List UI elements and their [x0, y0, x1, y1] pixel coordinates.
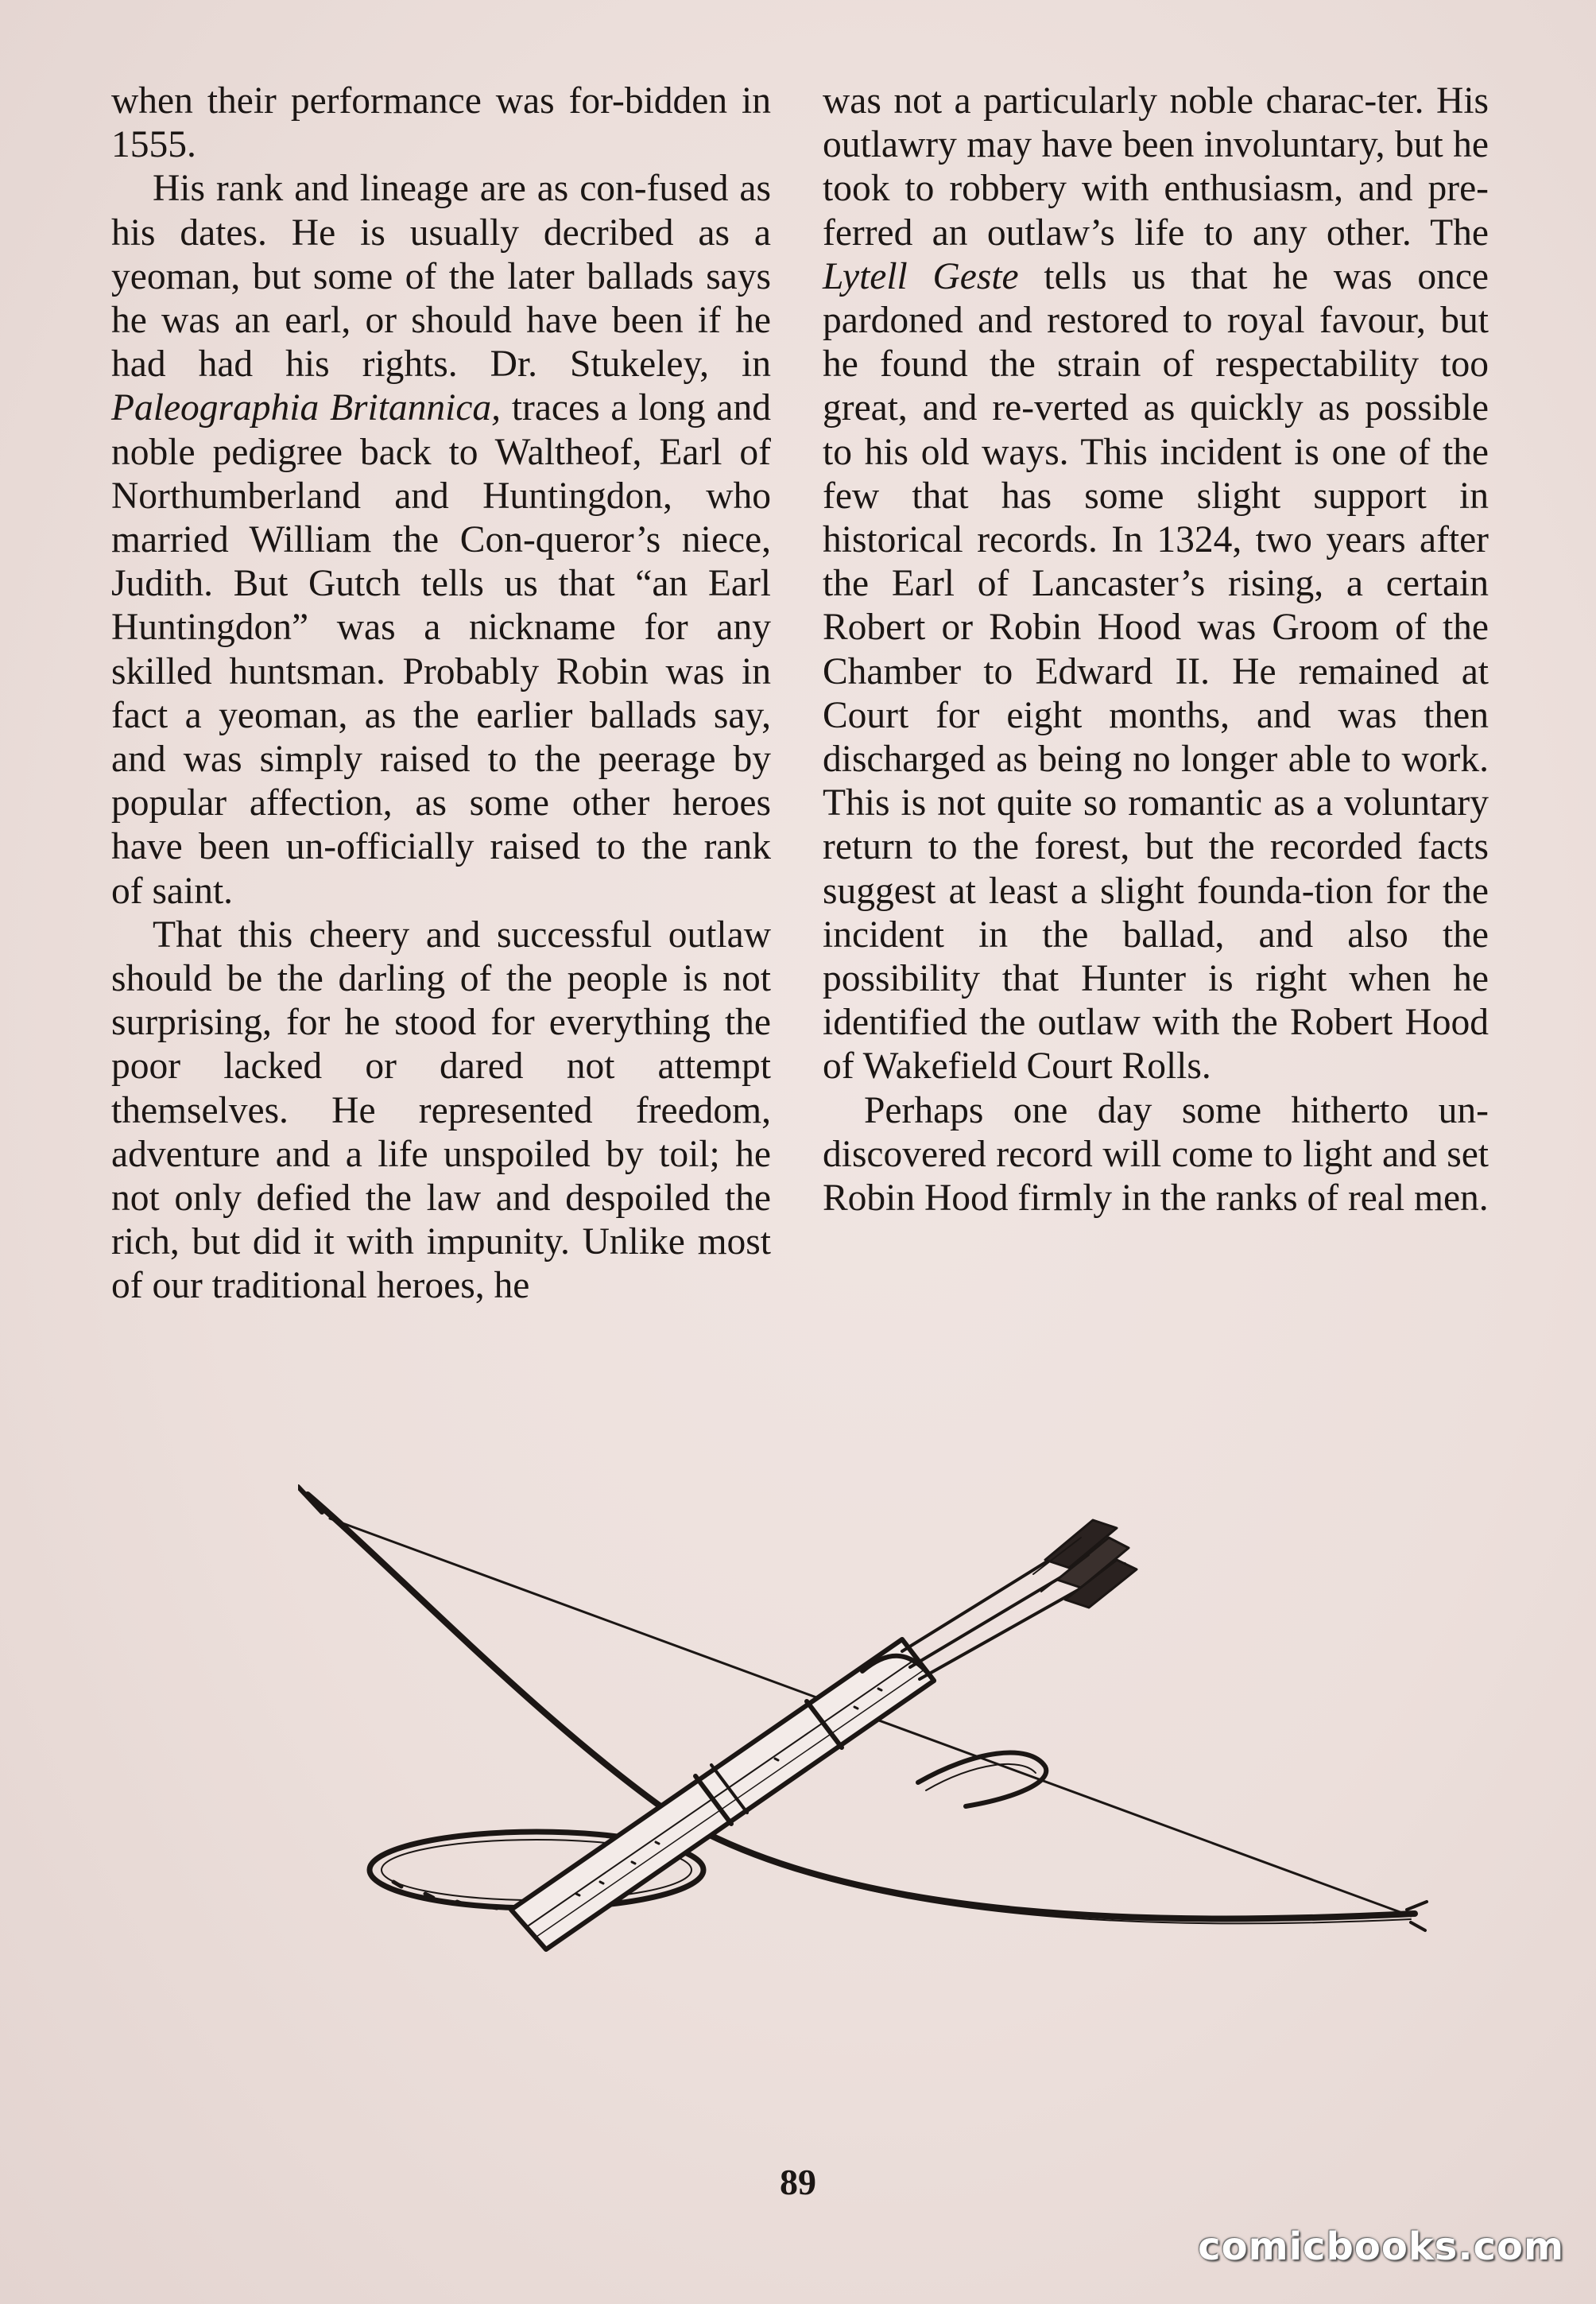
page-number: 89 — [780, 2162, 816, 2202]
text-run: traces a long and noble pedigree back to Waltheof, Earl of Northumberland and Huntingdon, who married William the Con-queror’s niece, Judith. But Gutch tells us that “an Earl Huntingdon” was a nickname for any skilled huntsman. Probably Robin was in fact a yeoman, as the earlier ballads say, and was simply raised to the peerage by popular affection, as some other heroes have been un-officially raised to the rank of saint. — [111, 387, 771, 912]
italic-title: Paleographia Britannica, — [111, 387, 502, 429]
paragraph — [823, 80, 1489, 1089]
paragraph — [111, 913, 771, 1309]
italic-title: Lytell Geste — [823, 255, 1019, 297]
text-run: Perhaps one day some hitherto un-discovered record will come to light and set Robin Hood firmly in the ranks of real men. — [823, 1089, 1489, 1220]
paragraph — [111, 80, 771, 167]
paragraph — [823, 1089, 1489, 1221]
bow-and-quiver-illustration — [298, 1480, 1435, 1957]
text-run: tells us that he was once pardoned and restored to royal favour, but he found the strain of respectability too great, and re-verted as quickly as possible to his old ways. This incident is one of the few that has some slight support in historical records. In 1324, two years after the Earl of Lancaster’s rising, a certain Robert or Robin Hood was Groom of the Chamber to Edward II. He remained at Court for eight months, and was then discharged as being no longer able to work. This is not quite so romantic as a voluntary return to the forest, but the recorded facts suggest at least a slight founda-tion for the incident in the ballad, and also the possibility that Hunter is right when he identified the outlaw with the Robert Hood of Wakefield Court Rolls. — [823, 255, 1489, 1088]
right-column — [823, 80, 1489, 1220]
text-run: That this cheery and successful outlaw should be the darling of the people is not surprising, for he stood for everything the poor lacked or dared not attempt themselves. He represented freedom, adventure and a life unspoiled by toil; he not only defied the law and despoiled the rich, but did it with impunity. Unlike most of our traditional heroes, he — [111, 913, 771, 1307]
text-run: His rank and lineage are as con-fused as his dates. He is usually decribed as a yeoman, but some of the later ballads says he was an earl, or should have been if he had had his rights. Dr. Stukeley, in — [111, 168, 771, 386]
paragraph — [111, 167, 771, 913]
left-column — [111, 80, 771, 1309]
text-run: when their performance was for-bidden in 1555. — [111, 80, 771, 166]
text-run: was not a particularly noble charac-ter. His outlawry may have been involuntary, but he took to robbery with enthusiasm, and pre-ferred an outlaw’s life to any other. The — [823, 80, 1489, 254]
watermark-logo: comicbooks.com — [1198, 2224, 1564, 2269]
